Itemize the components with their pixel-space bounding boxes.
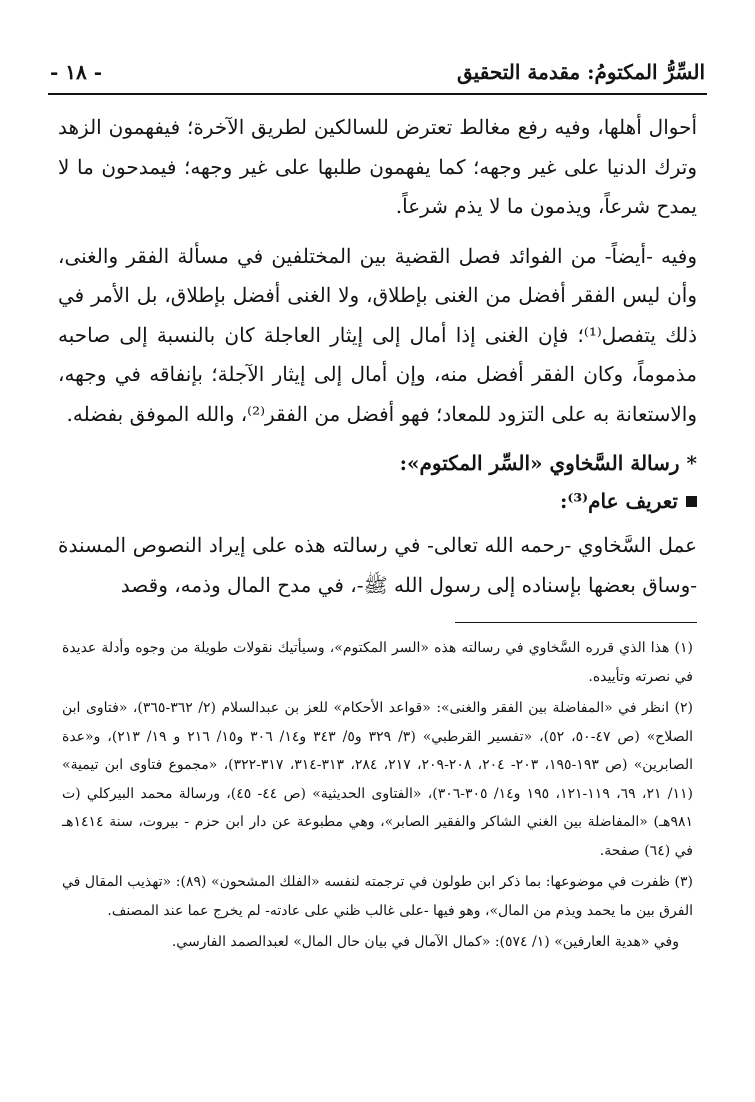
- page-header: [50, 52, 705, 92]
- footnote-3-continuation: وفي «هدية العارفين» (١/ ٥٧٤): «كمال الآمال في بيان حال المال» لعبدالصمد الفارسي.: [171, 934, 679, 950]
- main-text: [58, 108, 697, 605]
- footnote-3: (٣) ظفرت في موضوعها: بما ذكر ابن طولون في ترجمته لنفسه «الفلك المشحون» (٨٩): «تهذيب المقال في الفرق بين ما يحمد ويذم من المال»، وهو فيها -على غالب ظني على عادته- لم يخرج عما عند المصنف.: [62, 874, 693, 919]
- section-heading: * رسالة السَّخاوي «السِّر المكتوم»:: [399, 451, 697, 475]
- subheading-text: تعريف عام⁽³⁾:: [560, 489, 678, 513]
- page-number: - ١٨ -: [50, 60, 103, 84]
- running-title: السِّرُّ المكتومُ: مقدمة التحقيق: [457, 60, 705, 84]
- paragraph-1: أحوال أهلها، وفيه رفع مغالط تعترض للسالكين لطريق الآخرة؛ فيفهمون الزهد وترك الدنيا على غير وجهه؛ كما يفهمون طلبها على غير وجهه؛ فيمدحون ما لا يمدح شرعاً، ويذمون ما لا يذم شرعاً.: [58, 115, 697, 218]
- paragraph-3: عمل السَّخاوي -رحمه الله تعالى- في رسالته هذه على إيراد النصوص المسندة -وساق بعضها بإسناده إلى رسول الله ﷺ-، في مدح المال وذمه، وقصد: [58, 533, 697, 597]
- paragraph-2: وفيه -أيضاً- من الفوائد فصل القضية بين المختلفين في مسألة الفقر والغنى، وأن ليس الفقر أفضل من الغنى بإطلاق، ولا الغنى أفضل بإطلاق، بل الأمر في ذلك يتفصل⁽¹⁾؛ فإن الغنى إذا أمال إلى إيثار العاجلة كان بالنسبة إلى صاحبه مذموماً، وكان الفقر أفضل منه، وإن أمال إلى إيثار الآجلة؛ بإنفاقه في وجهه، والاستعانة به على التزود للمعاد؛ فهو أفضل من الفقر⁽²⁾، والله الموفق بفضله.: [58, 243, 697, 426]
- square-bullet-icon: [686, 496, 697, 507]
- footnote-2: (٢) انظر في «المفاضلة بين الفقر والغنى»: «قواعد الأحكام» للعز بن عبدالسلام (٢/ ٣٦٢-٣٦٥)، «فتاوى ابن الصلاح» (ص ٤٧-٥٠، ٥٢)، «تفسير القرطبي» (٣/ ٣٢٩ و٥/ ٣٤٣ و١٤/ ٣٠٦ و١٥/ ٢١٦ و ١٩/ ٢١٣)، و«عدة الصابرين» (ص ١٩٣-١٩٥، ٢٠٣- ٢٠٤، ٢٠٨-٢٠٩، ٢١٧، ٢٨٤، ٣١٣-٣١٤، ٣١٧-٣٢٢)، «مجموع فتاوى ابن تيمية» (١١/ ٢١، ٦٩، ١١٩-١٢١، ١٩٥ و١٤/ ٣٠٥-٣٠٦)، «الفتاوى الحديثية» (ص ٤٤- ٤٥)، ورسالة محمد البيركلي (ت ٩٨١هـ) «المفاضلة بين الغني الشاكر والفقير الصابر»، وهي مطبوعة عن دار ابن حزم - بيروت، سنة ١٤١٤هـ في (٦٤) صفحة.: [62, 700, 694, 859]
- header-divider: [48, 93, 707, 95]
- subheading: [58, 482, 697, 520]
- footnote-1: (١) هذا الذي قرره السَّخاوي في رسالته هذه «السر المكتوم»، وسيأتيك نقولات طويلة من وجوه وأدلة عديدة في نصرته وتأييده.: [62, 640, 693, 685]
- footnote-divider: [455, 622, 697, 623]
- footnotes: [62, 634, 693, 960]
